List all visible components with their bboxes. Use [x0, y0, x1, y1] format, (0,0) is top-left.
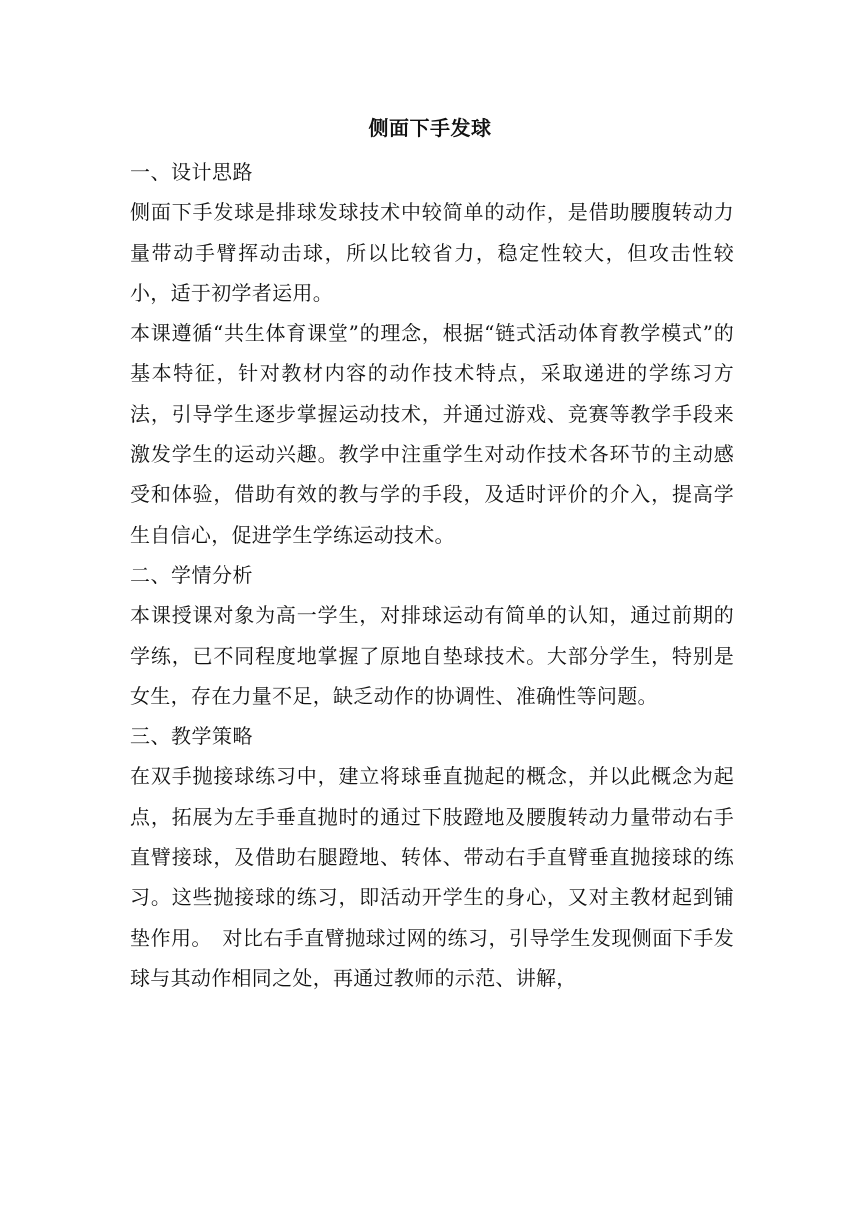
document-title: 侧面下手发球: [368, 116, 492, 140]
document-body: [130, 152, 734, 998]
paragraph-teaching-strategy-1: 在双手抛接球练习中，建立将球垂直抛起的概念，并以此概念为起点，拓展为左手垂直抛时的通过下肢蹬地及腰腹转动力量带动右手直臂接球，及借助右腿蹬地、转体、带动右手直臂垂直抛接球的练习。这些抛接球的练习，即活动开学生的身心，又对主教材起到铺垫作用。 对比右手直臂抛球过网的练习，引导学生发现侧面下手发球与其动作相同之处，再通过教师的示范、讲解，: [130, 764, 734, 990]
section-heading-design-idea: 一、设计思路: [130, 160, 253, 184]
paragraph-design-idea-2: 本课遵循“共生体育课堂”的理念，根据“链式活动体育教学模式”的基本特征，针对教材内容的动作技术特点，采取递进的学练习方法，引导学生逐步掌握运动技术，并通过游戏、竞赛等教学手段来激发学生的运动兴趣。教学中注重学生对动作技术各环节的主动感受和体验，借助有效的教与学的手段，及适时评价的介入，提高学生自信心，促进学生学练运动技术。: [130, 321, 734, 547]
paragraph-learning-analysis-1: 本课授课对象为高一学生，对排球运动有简单的认知，通过前期的学练，已不同程度地掌握了原地自垫球技术。大部分学生，特别是女生，存在力量不足，缺乏动作的协调性、准确性等问题。: [130, 603, 734, 708]
section-heading-teaching-strategy: 三、教学策略: [130, 724, 253, 749]
section-heading-learning-analysis: 二、学情分析: [130, 562, 253, 587]
paragraph-design-idea-1: 侧面下手发球是排球发球技术中较简单的动作，是借助腰腹转动力量带动手臂挥动击球，所以比较省力，稳定性较大，但攻击性较小，适于初学者运用。: [130, 200, 734, 305]
